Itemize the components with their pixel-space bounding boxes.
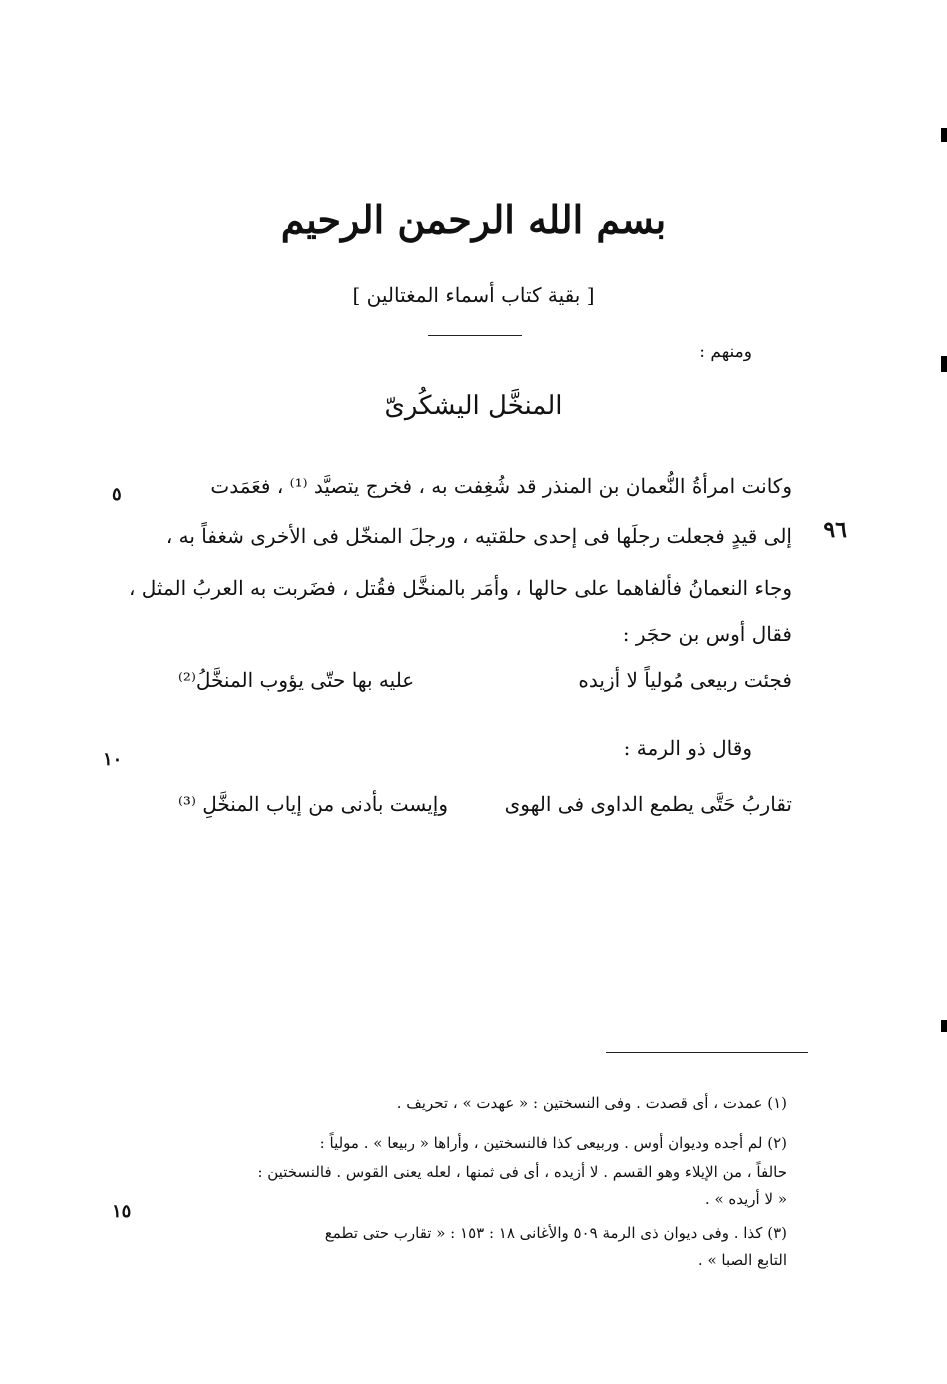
footnote: (٣) كذا . وفى ديوان ذى الرمة ٥٠٩ والأغانى ١٨ : ١٥٣ : « تقارب حتى تطمع [324,1224,787,1242]
verse-hemistich: عليه بها حتّى يؤوب المنخَّلُ⁽²⁾ [178,668,415,692]
scan-edge-mark [941,128,947,142]
footnote-continuation: التابع الصبا » . [697,1251,787,1269]
body-line: إلى قيدٍ فجعلت رجلَها فى إحدى حلقتيه ، ورجلَ المنخّل فى الأخرى شغفاً به ، [165,524,792,548]
scan-edge-mark [941,1020,947,1032]
body-line: وكانت امرأةُ النُّعمان بن المنذر قد شُغِفت به ، فخرج يتصيَّد ⁽¹⁾ ، فعَمَدت [210,474,792,498]
manuscript-page-ref: ٩٦ [823,517,847,543]
title-divider [428,335,522,336]
chapter-heading: المنخَّل اليشكُرىّ [384,391,563,421]
line-number: ١٥ [112,1201,132,1222]
footnote-continuation: حالفاً ، من الإيلاء وهو القسم . لا أزيده ، أى فى ثمنها ، لعله يعنى القوس . فالنسختين : [257,1163,787,1181]
footnote: (٢) لم أجده وديوان أوس . وربيعى كذا فالنسختين ، وأراها « ربيعا » . مولياً : [319,1134,787,1152]
verse-hemistich: فجئت ربيعى مُولياً لا أزيده [578,668,792,692]
footnote: (١) عمدت ، أى قصدت . وفى النسختين : « عهدت » ، تحريف . [396,1094,787,1112]
body-line: وقال ذو الرمة : [623,736,752,760]
intro-text: ومنهم : [699,342,752,362]
body-line: فقال أوس بن حجَر : [622,622,792,646]
footnote-continuation: « لا أريده » . [704,1190,787,1208]
verse-hemistich: تقاربُ حَتَّى يطمع الداوى فى الهوى [504,792,792,816]
line-number: ١٠ [103,749,123,770]
basmala-calligraphy: بسم الله الرحمن الرحيم [280,197,667,242]
section-subtitle: [ بقية كتاب أسماء المغتالين ] [352,283,595,307]
verse-hemistich: وإيست بأدنى من إياب المنخَّلِ ⁽³⁾ [178,792,449,816]
scan-edge-mark [941,356,947,372]
line-number: ٥ [112,484,122,505]
body-line: وجاء النعمانُ فألفاهما على حالها ، وأمَر بالمنخَّل فقُتل ، فضَربت به العربُ المثل ، [128,576,792,600]
footnote-divider [606,1052,808,1053]
